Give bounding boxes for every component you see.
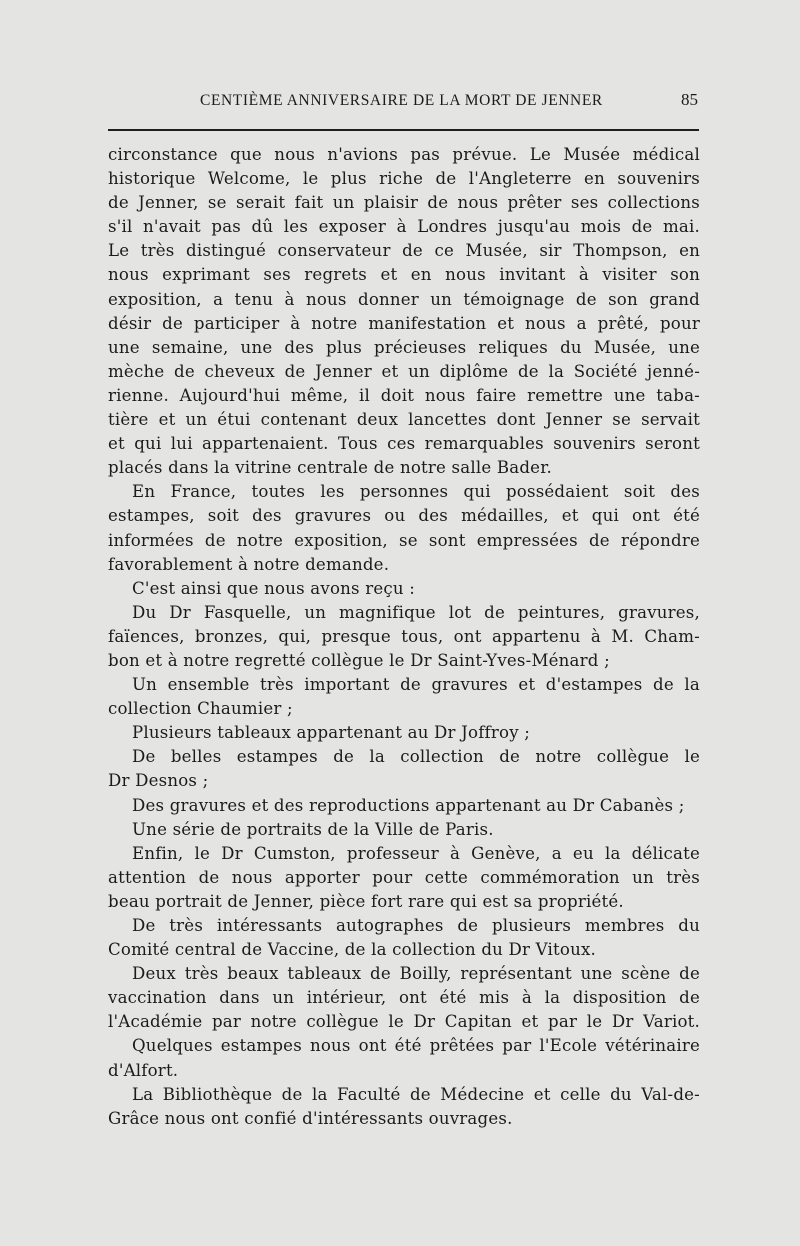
text-line: En France, toutes les personnes qui possédaient soit des (132, 482, 700, 502)
page-number: 85 (681, 90, 698, 109)
text-line: Dr Desnos ; (108, 771, 209, 791)
text-line: mèche de cheveux de Jenner et un diplôme de la Société jenné- (108, 361, 700, 381)
text-line: historique Welcome, le plus riche de l'Angleterre en souvenirs (108, 169, 700, 189)
text-line: vaccination dans un intérieur, ont été mis à la disposition de (108, 988, 700, 1008)
text-line: d'Alfort. (108, 1060, 179, 1080)
text-line: De très intéressants autographes de plusieurs membres du (132, 916, 700, 935)
text-line: Comité central de Vaccine, de la collection du Dr Vitoux. (108, 940, 596, 960)
text-line: et qui lui appartenaient. Tous ces remarquables souvenirs seront (108, 434, 700, 454)
text-line: désir de participer à notre manifestation et nous a prêté, pour (108, 313, 700, 333)
text-line: Un ensemble très important de gravures et d'estampes de la (132, 675, 700, 695)
text-line: Grâce nous ont confié d'intéressants ouvrages. (108, 1108, 513, 1128)
page-header (108, 92, 708, 114)
text-line: bon et à notre regretté collègue le Dr Saint-Yves-Ménard ; (108, 650, 610, 670)
text-line: placés dans la vitrine centrale de notre salle Bader. (108, 458, 552, 478)
text-line: Deux très beaux tableaux de Boilly, représentant une scène de (132, 964, 700, 984)
text-line: estampes, soit des gravures ou des médailles, et qui ont été (108, 506, 700, 526)
text-line: circonstance que nous n'avions pas prévue. Le Musée médical (108, 145, 700, 164)
text-line: informées de notre exposition, se sont empressées de répondre (108, 530, 700, 550)
text-line: s'il n'avait pas dû les exposer à Londres jusqu'au mois de mai. (108, 217, 700, 237)
text-line: De belles estampes de la collection de notre collègue le (132, 747, 700, 767)
text-line: favorablement à notre demande. (108, 554, 390, 574)
text-line: Une série de portraits de la Ville de Paris. (132, 819, 494, 839)
text-line: collection Chaumier ; (108, 699, 293, 719)
text-line: faïences, bronzes, qui, presque tous, ont appartenu à M. Cham- (108, 626, 700, 646)
running-title: CENTIÈME ANNIVERSAIRE DE LA MORT DE JENNER (200, 92, 603, 109)
body-text (108, 143, 700, 1131)
text-line: Le très distingué conservateur de ce Musée, sir Thompson, en (108, 241, 700, 261)
text-line: une semaine, une des plus précieuses reliques du Musée, une (108, 337, 700, 357)
text-line: Du Dr Fasquelle, un magnifique lot de peintures, gravures, (132, 602, 700, 622)
text-line: beau portrait de Jenner, pièce fort rare qui est sa propriété. (108, 891, 624, 911)
header-rule (108, 129, 699, 131)
text-line: de Jenner, se serait fait un plaisir de nous prêter ses collections (108, 193, 700, 213)
text-line: Quelques estampes nous ont été prêtées par l'Ecole vétérinaire (132, 1036, 700, 1056)
text-line: attention de nous apporter pour cette commémoration un très (108, 867, 700, 887)
text-line: exposition, a tenu à nous donner un témoignage de son grand (108, 289, 700, 309)
text-line: Enfin, le Dr Cumston, professeur à Genève, a eu la délicate (132, 843, 700, 863)
text-line: l'Académie par notre collègue le Dr Capitan et par le Dr Variot. (108, 1012, 700, 1032)
text-line: nous exprimant ses regrets et en nous invitant à visiter son (108, 265, 700, 285)
text-line: tière et un étui contenant deux lancettes dont Jenner se servait (108, 410, 700, 430)
text-line: rienne. Aujourd'hui même, il doit nous faire remettre une taba- (108, 385, 700, 405)
text-line: Des gravures et des reproductions appartenant au Dr Cabanès ; (132, 795, 685, 815)
text-line: C'est ainsi que nous avons reçu : (132, 578, 416, 598)
text-line: Plusieurs tableaux appartenant au Dr Joffroy ; (132, 723, 531, 743)
text-line: La Bibliothèque de la Faculté de Médecine et celle du Val-de- (132, 1084, 700, 1104)
